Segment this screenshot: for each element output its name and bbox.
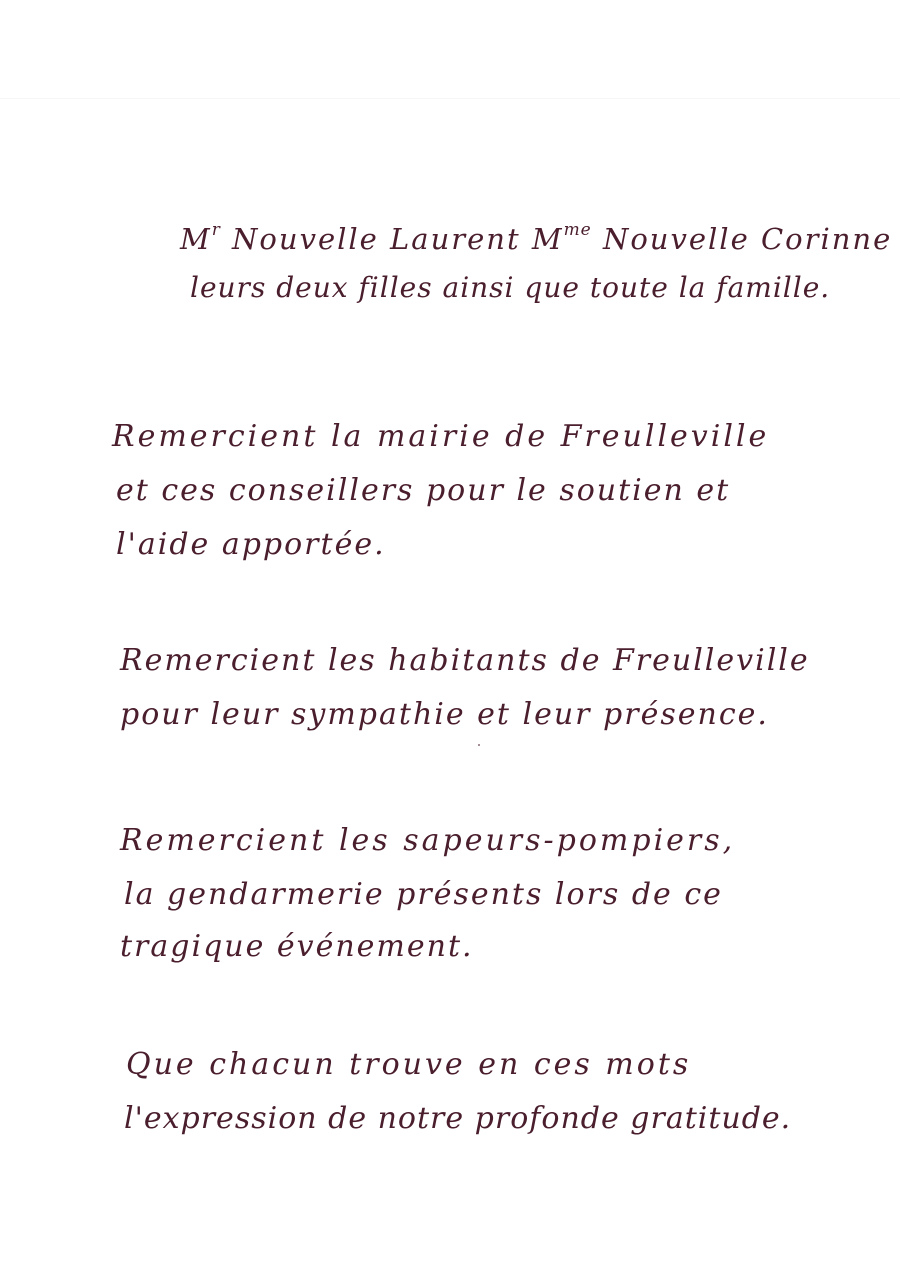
paragraph-4-line-1: Que chacun trouve en ces mots xyxy=(126,1047,692,1082)
title-mme: M xyxy=(531,222,564,256)
header-line-1 xyxy=(180,222,892,254)
paragraph-2-line-1: Remercient les habitants de Freulleville xyxy=(120,643,810,678)
title-mr-sup: r xyxy=(211,220,221,240)
paragraph-4-line-2: l'expression de notre profonde gratitude. xyxy=(124,1101,792,1136)
title-mme-sup: me xyxy=(563,220,592,240)
ink-speck xyxy=(478,744,480,746)
paragraph-3-line-1: Remercient les sapeurs-pompiers, xyxy=(120,823,736,858)
paragraph-2-line-2: pour leur sympathie et leur présence. xyxy=(120,697,769,732)
paragraph-1-line-3: l'aide apportée. xyxy=(116,527,386,562)
paragraph-3-line-3: tragique événement. xyxy=(120,929,474,964)
paragraph-1-line-1: Remercient la mairie de Freulleville xyxy=(112,419,770,454)
title-mr: M xyxy=(180,222,212,256)
page-fold-line xyxy=(0,98,900,99)
paragraph-1-line-2: et ces conseillers pour le soutien et xyxy=(116,473,731,508)
name-laurent: Nouvelle Laurent xyxy=(220,222,532,256)
paragraph-3-line-2: la gendarmerie présents lors de ce xyxy=(124,877,723,912)
header-line-2: leurs deux filles ainsi que toute la famille. xyxy=(190,271,831,304)
name-corinne: Nouvelle Corinne xyxy=(591,222,893,256)
